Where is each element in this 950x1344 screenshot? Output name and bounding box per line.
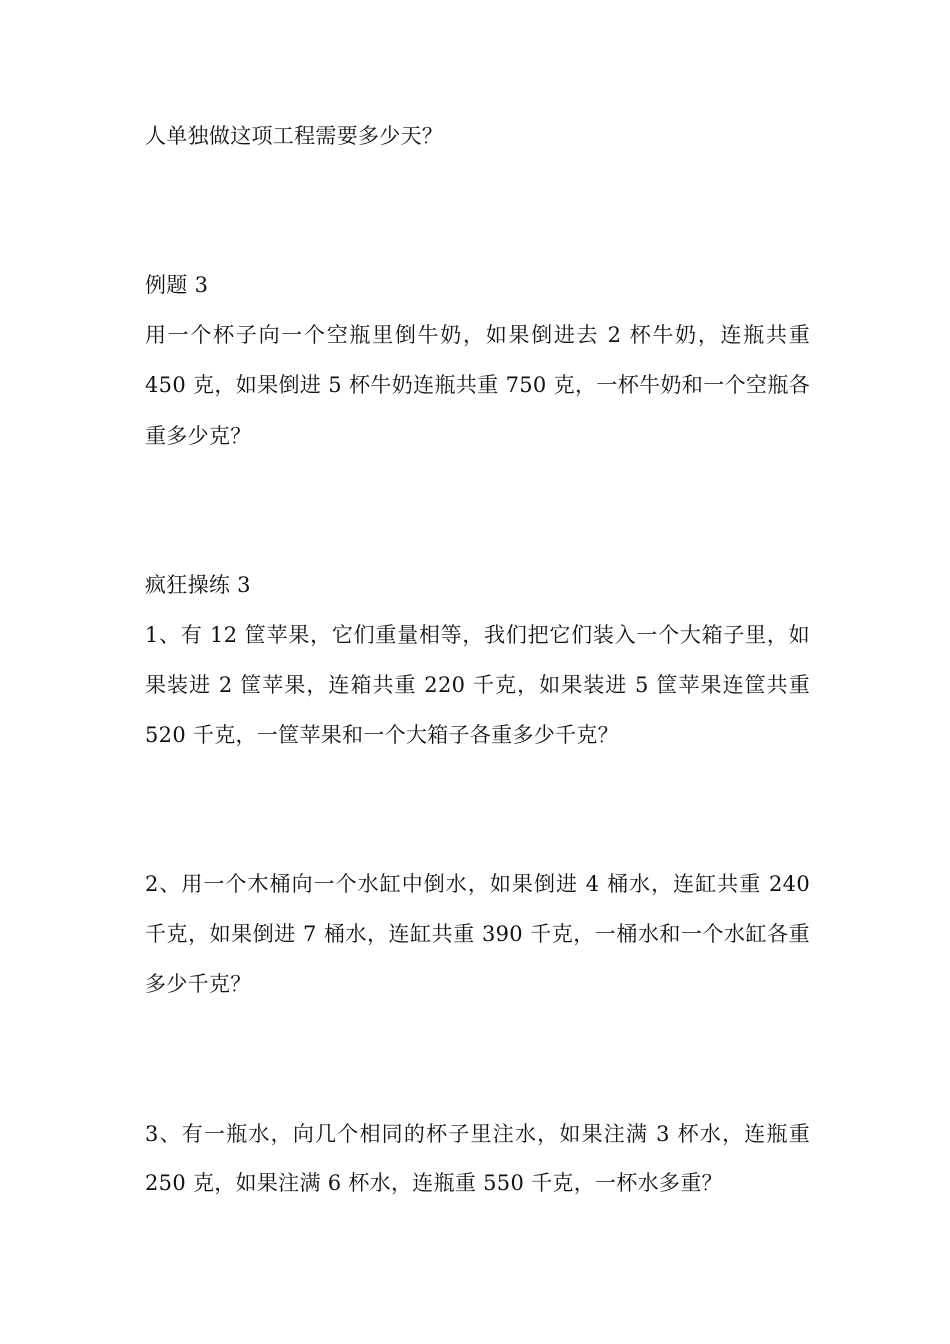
problem-1-line: 520 千克，一筐苹果和一个大箱子各重多少千克？ — [145, 723, 619, 747]
example-line: 450 克，如果倒进 5 杯牛奶连瓶共重 750 克，一杯牛奶和一个空瓶各 — [145, 373, 810, 397]
continued-text: 人单独做这项工程需要多少天？ — [145, 124, 444, 148]
problem-2-line: 多少千克？ — [145, 972, 252, 996]
problem-3-line: 3、有一瓶水，向几个相同的杯子里注水，如果注满 3 杯水，连瓶重 — [145, 1122, 810, 1146]
practice-heading: 疯狂操练 3 — [145, 573, 251, 597]
example-heading: 例题 3 — [145, 273, 209, 297]
problem-1-line: 果装进 2 筐苹果，连箱共重 220 千克，如果装进 5 筐苹果连筐共重 — [145, 673, 810, 697]
problem-1-line: 1、有 12 筐苹果，它们重量相等，我们把它们装入一个大箱子里，如 — [145, 623, 810, 647]
example-line: 用一个杯子向一个空瓶里倒牛奶，如果倒进去 2 杯牛奶，连瓶共重 — [145, 323, 810, 347]
example-line: 重多少克？ — [145, 424, 252, 448]
problem-2-line: 2、用一个木桶向一个水缸中倒水，如果倒进 4 桶水，连缸共重 240 — [145, 872, 810, 896]
problem-2-line: 千克，如果倒进 7 桶水，连缸共重 390 千克，一桶水和一个水缸各重 — [145, 922, 810, 946]
problem-3-line: 250 克，如果注满 6 杯水，连瓶重 550 千克，一杯水多重？ — [145, 1171, 723, 1195]
